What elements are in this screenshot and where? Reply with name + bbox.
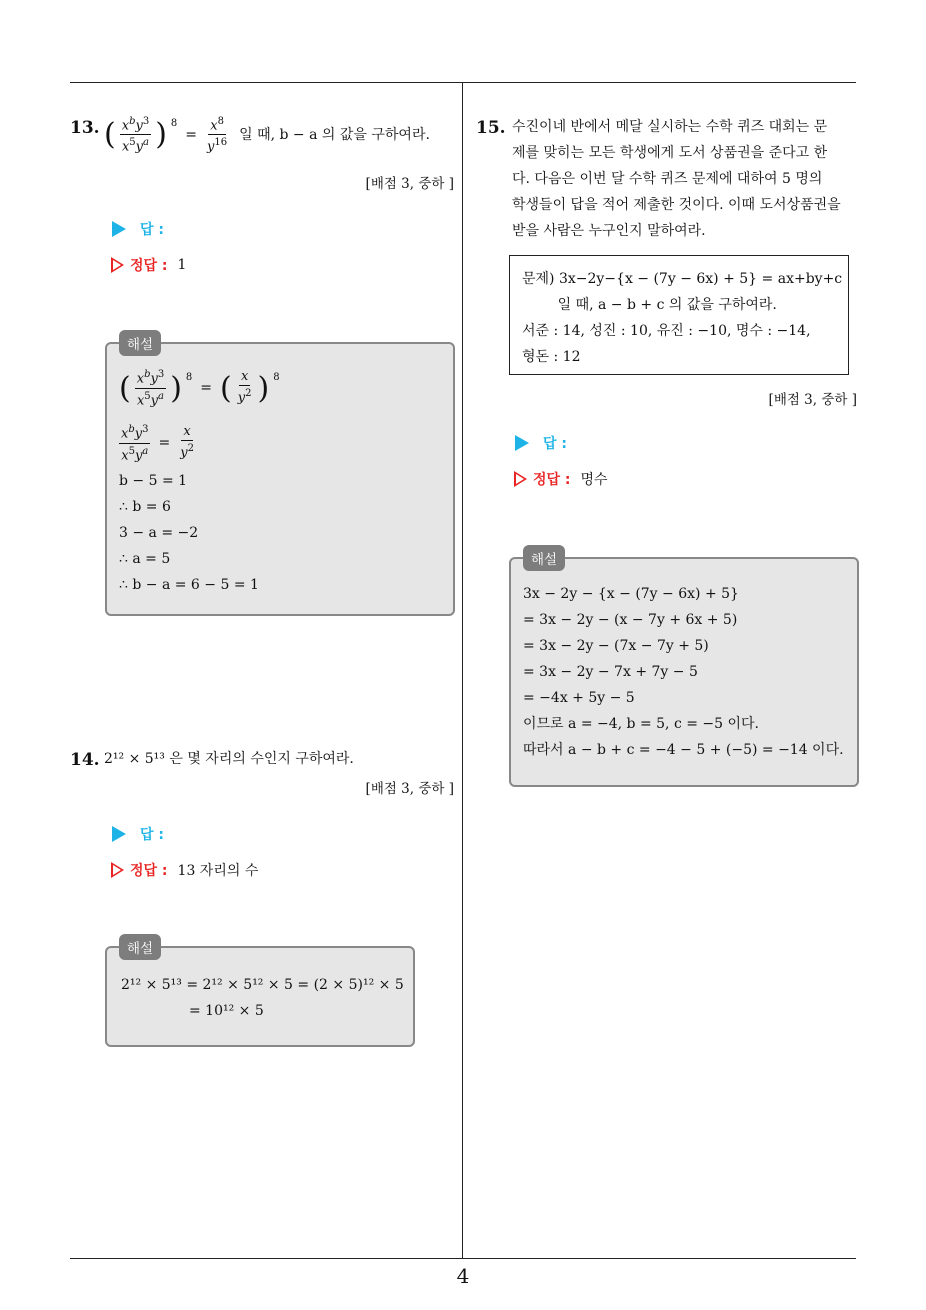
outline-triangle-icon — [111, 862, 124, 878]
q15-score: [배점 3, 중하 ] — [768, 392, 857, 408]
q13-fraction-right: $\frac{x^8}{y^{16}}$ — [207, 116, 228, 155]
q14-explanation-box — [105, 941, 415, 1047]
q14-correct-value: 13 자리의 수 — [177, 863, 259, 879]
play-triangle-icon — [112, 221, 126, 237]
q14-explanation-tag: 해설 — [119, 934, 161, 960]
q13-explain-line: ∴ b − a = 6 − 5 = 1 — [119, 577, 259, 593]
q15-box-line: 서준 : 14, 성진 : 10, 유진 : −10, 명수 : −14, — [522, 323, 811, 339]
q15-answer-row: 답 : — [515, 433, 567, 453]
q15-correct-row: 정답 : 명수 — [514, 469, 608, 489]
q15-explanation-tag: 해설 — [523, 545, 565, 571]
q13-correct-row: 정답 : 1 — [111, 255, 186, 275]
q13-explain-eq1: ( $\frac{x^by^3}{x^5y^a}$ ) $^8$ = ( $\frac{x}{y^2}$ ) $^8$ — [119, 369, 280, 408]
q13-answer-label: 답 : — [140, 222, 164, 238]
q14-correct-row: 정답 : 13 자리의 수 — [111, 860, 258, 880]
q13-answer-row — [112, 219, 164, 239]
q13-explain-line: 3 − a = −2 — [119, 525, 199, 541]
q15-box-line: 일 때, a − b + c 의 값을 구하여라. — [522, 297, 777, 313]
play-triangle-icon — [112, 826, 126, 842]
q15-explain-line: = 3x − 2y − 7x + 7y − 5 — [523, 664, 698, 680]
q13-explain-line: b − 5 = 1 — [119, 473, 188, 489]
q13-number: 13. — [70, 118, 100, 138]
q14-number: 14. — [70, 750, 100, 770]
q15-explain-line: 이므로 a = −4, b = 5, c = −5 이다. — [523, 716, 759, 732]
q15-explanation-box — [509, 552, 859, 787]
outline-triangle-icon — [111, 257, 124, 273]
q14-answer-row: 답 : — [112, 824, 164, 844]
outline-triangle-icon — [514, 471, 527, 487]
q14-text: 2¹² × 5¹³ 은 몇 자리의 수인지 구하여라. — [104, 751, 354, 767]
q13-explanation-tag: 해설 — [119, 330, 161, 356]
q15-text: 수진이네 반에서 메달 실시하는 수학 퀴즈 대회는 문 제를 맞히는 모든 학생에게 도서 상품권을 준다고 한 다. 다음은 이번 달 수학 퀴즈 문제에 대하여 5 명의 학생들이 답을 적어 제출한 것이다. 이때 도서상품권을 받을 사람은 누구인지 말하여라. — [512, 119, 841, 239]
q15-box-line: 문제) 3x−2y−{x − (7y − 6x) + 5} = ax+by+c — [522, 271, 843, 287]
q15-explain-line: 3x − 2y − {x − (7y − 6x) + 5} — [523, 586, 739, 602]
q15-explain-line: = 3x − 2y − (x − 7y + 6x + 5) — [523, 612, 738, 628]
q15-problem-box — [509, 255, 849, 375]
q13-explain-line: ∴ b = 6 — [119, 499, 171, 515]
q14-explain-line1: 2¹² × 5¹³ = 2¹² × 5¹² × 5 = (2 × 5)¹² × 5 — [121, 977, 404, 993]
q15-correct-value: 명수 — [580, 472, 608, 488]
q15-explain-line: 따라서 a − b + c = −4 − 5 + (−5) = −14 이다. — [523, 742, 844, 758]
q13-explanation-box — [105, 337, 455, 616]
q15-explain-line: = 3x − 2y − (7x − 7y + 5) — [523, 638, 709, 654]
page-number: 4 — [456, 1264, 470, 1288]
q15-explain-line: = −4x + 5y − 5 — [523, 690, 635, 706]
q15-box-line: 형돈 : 12 — [522, 349, 581, 365]
q13-fraction-left: $\frac{x^by^3}{x^5y^a}$ — [121, 116, 150, 155]
q15-number: 15. — [476, 118, 506, 138]
q13-explain-eq2: $\frac{x^by^3}{x^5y^a}$ = $\frac{x}{y^2}$ — [121, 424, 194, 463]
q14-score: [배점 3, 중하 ] — [365, 781, 454, 797]
q13-text: ( $\frac{x^by^3}{x^5y^a}$ ) $^8$ = $\frac{x^8}{y^{16}}$ 일 때, b − a 의 값을 구하여라. — [104, 116, 430, 155]
bottom-rule — [70, 1258, 856, 1259]
top-rule — [70, 82, 856, 83]
q13-score: [배점 3, 중하 ] — [365, 176, 454, 192]
q14-explain-line2: = 10¹² × 5 — [189, 1003, 264, 1019]
q13-explain-line: ∴ a = 5 — [119, 551, 171, 567]
q13-correct-value: 1 — [177, 257, 187, 273]
column-divider — [462, 83, 463, 1258]
play-triangle-icon — [515, 435, 529, 451]
